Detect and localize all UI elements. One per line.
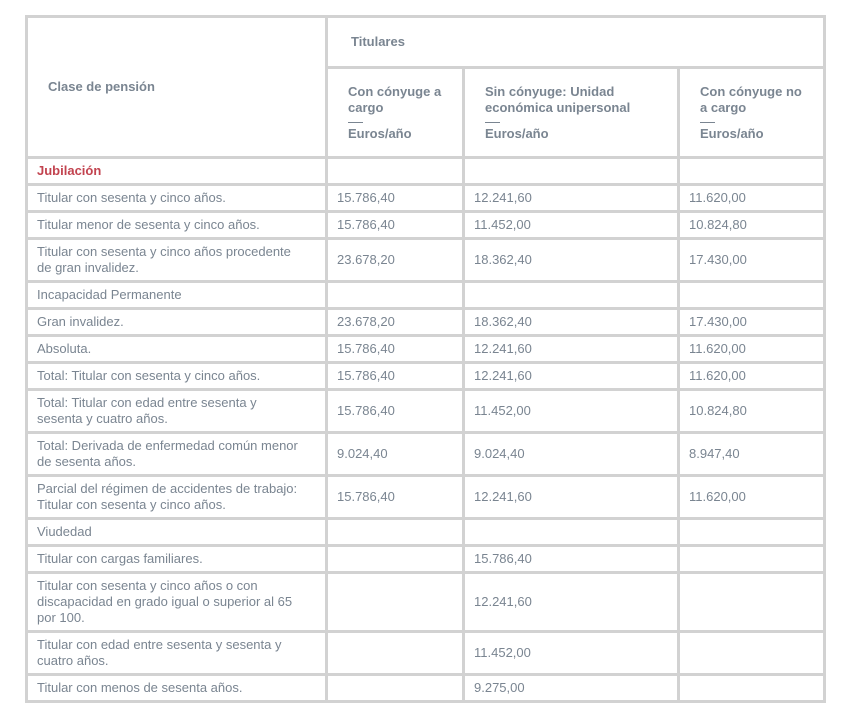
row-value: 10.824,80 [679,390,825,433]
row-label: Jubilación [27,158,327,185]
row-value [327,675,464,702]
row-label: Total: Derivada de enfermedad común menor de sesenta años. [27,433,327,476]
row-label: Titular con sesenta y cinco años procedente de gran invalidez. [27,239,327,282]
row-value: 10.824,80 [679,212,825,239]
row-value: 15.786,40 [327,336,464,363]
row-label: Titular con menos de sesenta años. [27,675,327,702]
row-value [679,519,825,546]
table-row [27,390,825,433]
row-value [679,632,825,675]
row-value: 15.786,40 [327,185,464,212]
column-title: Con cónyuge a cargo [348,83,442,115]
column-unit-label: Euros/año [348,125,412,141]
row-value [464,519,679,546]
table-header [27,17,825,158]
row-label: Incapacidad Permanente [27,282,327,309]
row-label: Viudedad [27,519,327,546]
column-unit-label: Euros/año [485,125,549,141]
row-value: 18.362,40 [464,309,679,336]
table-row [27,573,825,632]
row-value [327,632,464,675]
table-row [27,336,825,363]
row-label: Gran invalidez. [27,309,327,336]
row-value: 11.452,00 [464,390,679,433]
row-value [679,158,825,185]
table-row [27,433,825,476]
table-row [27,282,825,309]
row-value: 23.678,20 [327,309,464,336]
row-label: Titular con sesenta y cinco años. [27,185,327,212]
row-value: 11.620,00 [679,476,825,519]
row-value: 15.786,40 [327,476,464,519]
row-value: 17.430,00 [679,239,825,282]
row-value: 15.786,40 [327,363,464,390]
row-label: Titular con edad entre sesenta y sesenta y cuatro años. [27,632,327,675]
table-row [27,519,825,546]
table-row [27,309,825,336]
row-value: 9.024,40 [464,433,679,476]
row-value: 12.241,60 [464,363,679,390]
table-row [27,158,825,185]
row-value: 12.241,60 [464,336,679,363]
header-row-group [27,17,825,68]
row-value: 12.241,60 [464,476,679,519]
table-row [27,632,825,675]
row-label: Titular con cargas familiares. [27,546,327,573]
titulares-group-header: Titulares [327,17,825,68]
row-label: Parcial del régimen de accidentes de trabajo: Titular con sesenta y cinco años. [27,476,327,519]
column-unit-label: Euros/año [700,125,764,141]
row-label: Titular con sesenta y cinco años o con discapacidad en grado igual o superior al 65 por 100. [27,573,327,632]
dash-separator [485,122,500,123]
row-value: 11.452,00 [464,212,679,239]
row-value [679,675,825,702]
row-value: 17.430,00 [679,309,825,336]
row-label: Titular menor de sesenta y cinco años. [27,212,327,239]
column-header-con-conyuge-no-a-cargo [679,68,825,158]
row-value: 11.452,00 [464,632,679,675]
row-value: 8.947,40 [679,433,825,476]
column-header-con-conyuge-a-cargo [327,68,464,158]
row-value: 11.620,00 [679,336,825,363]
table-body [27,158,825,702]
column-title: Sin cónyuge: Unidad económica unipersonal [485,83,631,115]
row-label: Absoluta. [27,336,327,363]
clase-de-pension-header: Clase de pensión [27,17,327,158]
pension-table [25,15,826,703]
row-value [327,573,464,632]
row-value [327,546,464,573]
row-value: 15.786,40 [464,546,679,573]
row-value: 18.362,40 [464,239,679,282]
table-row [27,546,825,573]
dash-separator [700,122,715,123]
row-value [327,158,464,185]
table-row [27,675,825,702]
row-value [679,546,825,573]
row-value: 12.241,60 [464,573,679,632]
row-value: 11.620,00 [679,185,825,212]
row-value: 12.241,60 [464,185,679,212]
column-title: Con cónyuge no a cargo [700,83,802,115]
row-label: Total: Titular con sesenta y cinco años. [27,363,327,390]
row-value: 9.275,00 [464,675,679,702]
row-value: 23.678,20 [327,239,464,282]
row-value [327,519,464,546]
row-value [679,573,825,632]
row-value [327,282,464,309]
row-value: 9.024,40 [327,433,464,476]
row-value [679,282,825,309]
row-label: Total: Titular con edad entre sesenta y sesenta y cuatro años. [27,390,327,433]
table-row [27,363,825,390]
row-value [464,282,679,309]
table-row [27,239,825,282]
table-row [27,185,825,212]
table-row [27,212,825,239]
dash-separator [348,122,363,123]
row-value: 11.620,00 [679,363,825,390]
row-value: 15.786,40 [327,212,464,239]
row-value [464,158,679,185]
row-value: 15.786,40 [327,390,464,433]
table-row [27,476,825,519]
column-header-sin-conyuge [464,68,679,158]
